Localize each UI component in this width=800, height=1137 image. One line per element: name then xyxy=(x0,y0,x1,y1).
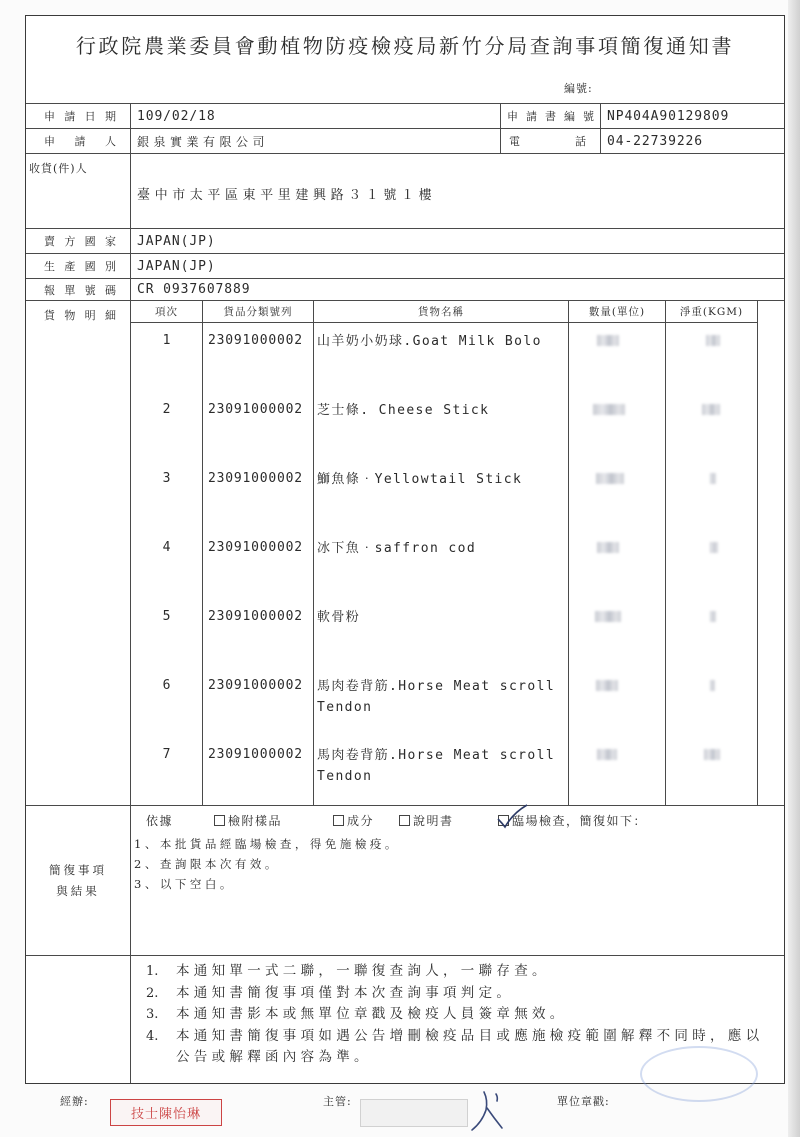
serial-number-label: 編號: xyxy=(564,82,593,95)
application-no-label-cell xyxy=(501,104,601,128)
phone-value: 04-22739226 xyxy=(607,133,703,149)
goods-name: 馬肉卷背筋.Horse Meat scroll Tendon xyxy=(314,668,569,737)
supervisor-signature xyxy=(462,1088,512,1133)
unit-stamp-label: 單位章戳: xyxy=(557,1095,610,1108)
notes-label-cell xyxy=(26,956,131,1083)
item-number: 6 xyxy=(131,668,203,737)
goods-blank-column xyxy=(758,301,784,805)
origin-country-label-cell xyxy=(26,254,131,278)
header-item-no: 項次 xyxy=(131,301,203,323)
goods-section xyxy=(26,301,784,806)
basis-tail: ，簡復如下： xyxy=(566,814,648,828)
applicant-label: 申請人 xyxy=(44,135,116,148)
scan-edge xyxy=(788,0,800,1137)
commodity-code: 23091000002 xyxy=(203,599,314,668)
goods-name: 軟骨粉 xyxy=(314,599,569,668)
redacted-net-weight xyxy=(710,680,715,691)
result-content xyxy=(131,806,784,955)
title-row xyxy=(26,16,784,104)
applicant-value: 銀泉實業有限公司 xyxy=(131,129,501,153)
redacted-quantity xyxy=(597,335,619,346)
option-on-site-inspection xyxy=(498,812,647,829)
goods-name: 冰下魚‧saffron cod xyxy=(314,530,569,599)
redacted-quantity xyxy=(593,404,625,415)
quantity-cell xyxy=(569,461,666,530)
result-lines xyxy=(134,834,400,894)
redacted-net-weight xyxy=(706,335,720,346)
note-text: 本通知書簡復事項僅對本次查詢事項判定。 xyxy=(176,984,515,1001)
goods-label-cell xyxy=(26,301,131,805)
net-weight-cell xyxy=(666,530,758,599)
commodity-code: 23091000002 xyxy=(203,392,314,461)
origin-country-label: 生產國別 xyxy=(44,260,116,273)
phone-label: 電話 xyxy=(509,135,586,148)
checkbox-ingredients xyxy=(333,815,344,826)
redacted-net-weight xyxy=(710,473,716,484)
redacted-quantity xyxy=(596,473,624,484)
net-weight-cell xyxy=(666,392,758,461)
commodity-code: 23091000002 xyxy=(203,737,314,806)
consignee-label: 收貨(件)人 xyxy=(29,162,88,175)
quantity-cell xyxy=(569,323,666,392)
row-applicant xyxy=(26,129,784,154)
unit-seal-stamp xyxy=(640,1046,758,1102)
row-consignee xyxy=(26,154,784,229)
quantity-cell xyxy=(569,530,666,599)
basis-label: 依據 xyxy=(146,814,174,828)
note-text: 本通知單一式二聯，一聯復查詢人，一聯存查。 xyxy=(176,963,550,979)
net-weight-cell xyxy=(666,737,758,806)
commodity-code: 23091000002 xyxy=(203,668,314,737)
supervisor-label: 主管: xyxy=(323,1095,352,1108)
result-line: 2、查詢限本次有效。 xyxy=(134,857,280,871)
document-title: 行政院農業委員會動植物防疫檢疫局新竹分局查詢事項簡復通知書 xyxy=(75,34,735,58)
row-declaration-no xyxy=(26,279,784,301)
row-seller-country xyxy=(26,229,784,254)
redacted-net-weight xyxy=(710,542,718,553)
redacted-quantity xyxy=(596,680,618,691)
option-label: 成分 xyxy=(347,814,375,828)
note-item xyxy=(131,961,784,983)
row-apply-date xyxy=(26,104,784,129)
note-number: 2. xyxy=(146,985,159,1001)
option-ingredients xyxy=(333,812,374,829)
apply-date-label-cell xyxy=(26,104,131,128)
goods-name: 山羊奶小奶球.Goat Milk Bolo xyxy=(314,323,569,392)
quantity-cell xyxy=(569,599,666,668)
commodity-code: 23091000002 xyxy=(203,461,314,530)
apply-date-label: 申請日期 xyxy=(44,110,116,123)
goods-name: 鰤魚條‧Yellowtail Stick xyxy=(314,461,569,530)
result-section xyxy=(26,806,784,956)
result-label-cell xyxy=(26,806,131,955)
option-manual xyxy=(399,812,454,829)
quantity-cell xyxy=(569,737,666,806)
commodity-code: 23091000002 xyxy=(203,530,314,599)
option-attached-sample xyxy=(214,812,282,829)
note-number: 3. xyxy=(146,1007,159,1022)
item-number: 5 xyxy=(131,599,203,668)
note-number: 1. xyxy=(146,964,159,979)
header-commodity-code: 貨品分類號列 xyxy=(203,301,314,323)
option-label: 檢附樣品 xyxy=(228,814,283,828)
consignee-label-cell xyxy=(26,154,131,228)
result-line: 3、以下空白。 xyxy=(134,877,235,891)
notice-form xyxy=(25,15,785,1084)
declaration-no-value: CR 0937607889 xyxy=(137,282,251,297)
commodity-code: 23091000002 xyxy=(203,323,314,392)
option-label: 說明書 xyxy=(413,814,454,828)
quantity-cell xyxy=(569,392,666,461)
handler-label: 經辦: xyxy=(60,1095,89,1108)
header-goods-name: 貨物名稱 xyxy=(314,301,569,323)
header-quantity: 數量(單位) xyxy=(569,301,666,323)
handler-stamp: 技士陳怡琳 xyxy=(110,1099,222,1126)
net-weight-cell xyxy=(666,461,758,530)
item-number: 3 xyxy=(131,461,203,530)
header-net-weight: 淨重(KGM) xyxy=(666,301,758,323)
net-weight-cell xyxy=(666,323,758,392)
application-no-value: NP404A90129809 xyxy=(607,108,730,124)
redacted-quantity xyxy=(595,611,621,622)
seller-country-value: JAPAN(JP) xyxy=(137,233,216,249)
check-mark-icon xyxy=(495,803,529,829)
checkbox-on-site-inspection xyxy=(498,815,509,826)
supervisor-stamp xyxy=(360,1099,468,1127)
redacted-net-weight xyxy=(704,749,720,760)
declaration-no-label-cell xyxy=(26,279,131,300)
seller-country-label-cell xyxy=(26,229,131,253)
net-weight-cell xyxy=(666,668,758,737)
row-origin-country xyxy=(26,254,784,279)
result-label-line1: 簡復事項 xyxy=(49,862,107,877)
net-weight-cell xyxy=(666,599,758,668)
goods-label: 貨物明細 xyxy=(44,309,116,322)
redacted-net-weight xyxy=(702,404,720,415)
note-number: 4. xyxy=(146,1028,159,1044)
apply-date-value: 109/02/18 xyxy=(131,104,501,128)
note-text: 本通知書影本或無單位章戳及檢疫人員簽章無效。 xyxy=(176,1006,568,1022)
application-no-label: 申請書編號 xyxy=(507,110,594,123)
note-item xyxy=(131,983,784,1005)
result-line: 1、本批貨品經臨場檢查，得免施檢疫。 xyxy=(134,837,400,851)
item-number: 7 xyxy=(131,737,203,806)
note-item xyxy=(131,1004,784,1026)
goods-name: 芝士條. Cheese Stick xyxy=(314,392,569,461)
redacted-net-weight xyxy=(710,611,716,622)
option-label: 臨場檢查 xyxy=(512,814,567,828)
applicant-label-cell xyxy=(26,129,131,153)
item-number: 1 xyxy=(131,323,203,392)
redacted-quantity xyxy=(597,542,619,553)
item-number: 2 xyxy=(131,392,203,461)
result-label-line2: 與結果 xyxy=(56,883,100,898)
goods-table xyxy=(131,301,758,805)
note-text: 本通知書簡復事項如遇公告增刪檢疫品目或應施檢疫範圍解釋不同時，應以公告或解釋函內容為準。 xyxy=(176,1027,764,1065)
checkbox-attached-sample xyxy=(214,815,225,826)
origin-country-value: JAPAN(JP) xyxy=(137,258,216,274)
checkbox-manual xyxy=(399,815,410,826)
redacted-quantity xyxy=(597,749,617,760)
goods-name: 馬肉卷背筋.Horse Meat scroll Tendon xyxy=(314,737,569,806)
quantity-cell xyxy=(569,668,666,737)
consignee-value: 臺中市太平區東平里建興路３１號１樓 xyxy=(137,187,437,203)
item-number: 4 xyxy=(131,530,203,599)
seller-country-label: 賣方國家 xyxy=(44,235,116,248)
declaration-no-label: 報單號碼 xyxy=(44,283,116,297)
phone-label-cell xyxy=(501,129,601,153)
